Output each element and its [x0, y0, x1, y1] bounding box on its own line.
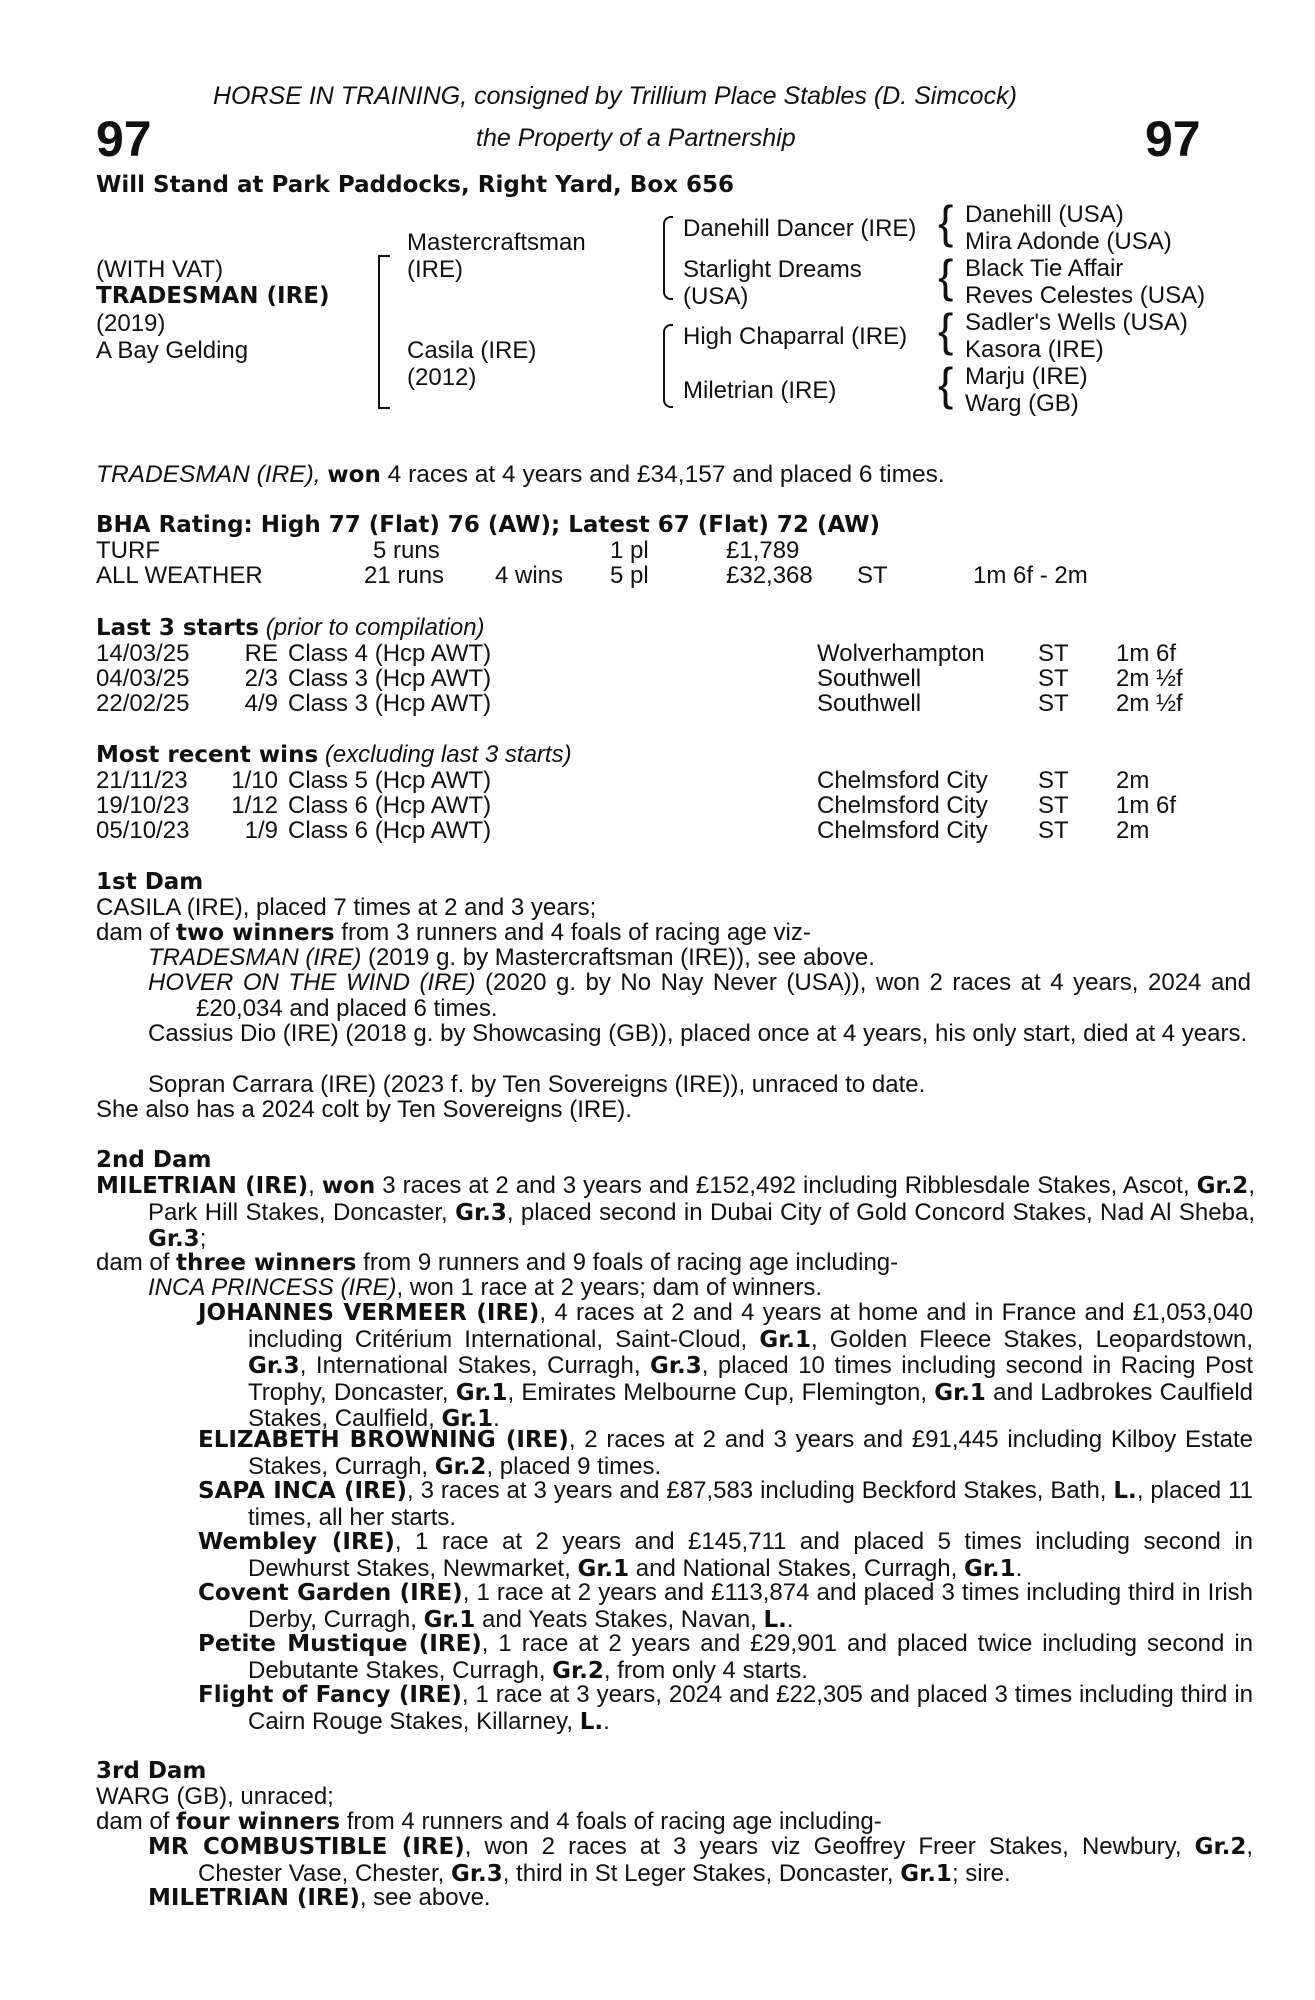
- lot-number-left: 97: [96, 111, 152, 167]
- rating-aw-runs: 21 runs: [364, 562, 445, 589]
- pm-text: , from only 4 starts.: [603, 1656, 808, 1684]
- dam1-title: 1st Dam: [96, 869, 204, 895]
- rating-aw-surface: ALL WEATHER: [96, 562, 263, 589]
- row-dist: 2m: [1116, 817, 1150, 844]
- dam3-damof-c: from 4 runners and 4 foals of racing age including-: [340, 1808, 882, 1835]
- brace-generation-1: [378, 255, 390, 409]
- dam3-damof: [96, 1809, 882, 1835]
- mc-text: , third in St Leger Stakes, Doncaster,: [502, 1859, 901, 1887]
- grade: Gr.1: [423, 1606, 476, 1633]
- dam2-jv: [198, 1300, 1253, 1433]
- header-line-2: the Property of a Partnership: [476, 124, 796, 152]
- grade: Gr.3: [148, 1226, 200, 1252]
- grade: Gr.3: [650, 1353, 702, 1379]
- row-date: 19/10/23: [96, 792, 190, 819]
- dam-line-2: (2012): [407, 364, 477, 391]
- grade: Gr.2: [552, 1657, 604, 1684]
- rating-aw-wins: 4 wins: [495, 562, 564, 589]
- row-dist: 1m 6f: [1116, 792, 1177, 819]
- row-dist: 2m ½f: [1116, 665, 1183, 692]
- dam3-line-1: WARG (GB), unraced;: [96, 1783, 334, 1810]
- dam2-text: 3 races at 2 and 3 years and £152,492 including Ribblesdale Stakes, Ascot,: [375, 1172, 1197, 1199]
- grade: Gr.2: [1196, 1173, 1249, 1199]
- ped-sss: Danehill (USA): [965, 201, 1124, 228]
- dam-sire: High Chaparral (IRE): [683, 323, 908, 350]
- ped-ssd: Mira Adonde (USA): [965, 228, 1172, 255]
- row-pos: 4/9: [244, 690, 278, 717]
- dam2-won: won: [321, 1173, 376, 1199]
- summary-won: won: [327, 462, 381, 488]
- row-course: Southwell: [817, 665, 922, 692]
- row-date: 04/03/25: [96, 665, 190, 692]
- cg-text: and Yeats Stakes, Navan,: [475, 1605, 764, 1633]
- row-race: Class 5 (Hcp AWT): [288, 767, 492, 794]
- dam1-line-2: [96, 920, 811, 946]
- dam1-progeny-4: Sopran Carrara (IRE) (2023 f. by Ten Sovereigns (IRE)), unraced to date.: [148, 1071, 926, 1098]
- grade: Gr.3: [248, 1353, 300, 1379]
- jv-text: , International Stakes, Curragh,: [299, 1352, 651, 1379]
- row-course: Chelmsford City: [817, 817, 988, 844]
- row-pos: RE: [244, 640, 278, 667]
- jv-text: .: [493, 1405, 500, 1432]
- rating-turf-pl: 1 pl: [610, 537, 649, 564]
- inca-text: , won 1 race at 2 years; dam of winners.: [396, 1274, 823, 1301]
- row-date: 05/10/23: [96, 817, 190, 844]
- eb-text: , 2 races at 2 and 3 years and £91,445 including Kilboy Estate Stakes, Curragh,: [248, 1426, 1253, 1480]
- dam3-miletrian: [148, 1885, 491, 1911]
- dam2-name: MILETRIAN (IRE): [96, 1173, 309, 1199]
- grade: Gr.1: [963, 1555, 1016, 1582]
- row-course: Wolverhampton: [817, 640, 985, 667]
- ped-sdd: Reves Celestes (USA): [965, 282, 1206, 309]
- dam2-damof: [96, 1250, 898, 1276]
- rating-turf-prize: £1,789: [726, 537, 800, 564]
- mc-text: ; sire.: [951, 1859, 1011, 1887]
- grade: Gr.1: [759, 1326, 812, 1353]
- eb-name: ELIZABETH BROWNING (IRE): [198, 1427, 569, 1453]
- row-course: Southwell: [817, 690, 922, 717]
- brace-ds: {: [938, 304, 954, 356]
- row-date: 14/03/25: [96, 640, 190, 667]
- ped-dss: Sadler's Wells (USA): [965, 309, 1188, 336]
- rating-turf-runs: 5 runs: [373, 537, 440, 564]
- jv-text: , placed 10 times including second in Racing Post Trophy, Doncaster,: [248, 1352, 1253, 1406]
- race-summary: [96, 461, 945, 489]
- recent-heading: [96, 741, 572, 769]
- dam1-winners: two winners: [176, 920, 335, 946]
- row-race: Class 4 (Hcp AWT): [288, 640, 492, 667]
- row-dist: 2m ½f: [1116, 690, 1183, 717]
- row-date: 22/02/25: [96, 690, 190, 717]
- rating-aw-pl: 5 pl: [610, 562, 649, 589]
- row-pos: 1/10: [231, 767, 278, 794]
- dam2-text: ;: [199, 1225, 207, 1252]
- listed: L.: [1113, 1478, 1137, 1504]
- progeny-name: HOVER ON THE WIND (IRE): [148, 969, 476, 996]
- dam-dam: Miletrian (IRE): [683, 377, 837, 404]
- cg-name: Covent Garden (IRE): [198, 1580, 463, 1606]
- header-line-1: HORSE IN TRAINING, consigned by Trillium Place Stables (D. Simcock): [213, 82, 1017, 110]
- horse-vat: (WITH VAT): [96, 256, 224, 283]
- sire-sire: Danehill Dancer (IRE): [683, 215, 917, 242]
- dam1-progeny-2: [148, 970, 1251, 1021]
- dam2-text: , placed second in Dubai City of Gold Concord Stakes, Nad Al Sheba,: [506, 1198, 1255, 1226]
- listed: L.: [579, 1708, 604, 1735]
- dam1-damof: dam of: [96, 919, 177, 946]
- mil-text: , see above.: [359, 1884, 491, 1911]
- dam3-title: 3rd Dam: [96, 1758, 207, 1784]
- row-course: Chelmsford City: [817, 767, 988, 794]
- stand-location: Will Stand at Park Paddocks, Right Yard, Box 656: [96, 172, 734, 198]
- dam2-eb: [198, 1427, 1253, 1480]
- progeny-text: (2019 g. by Mastercraftsman (IRE)), see above.: [361, 944, 875, 971]
- cg-text: .: [786, 1605, 794, 1633]
- dam2-winners: three winners: [176, 1250, 357, 1276]
- ff-text: .: [603, 1707, 610, 1735]
- sire-dam-line-2: (USA): [683, 283, 749, 310]
- sire-line-2: (IRE): [407, 256, 463, 283]
- last3-title: Last 3 starts: [96, 615, 260, 641]
- dam2-si: [198, 1478, 1253, 1530]
- dam2-inca: [148, 1275, 822, 1300]
- jv-text: and Ladbrokes Caulfield Stakes, Caulfield,: [248, 1378, 1253, 1432]
- dam3-winners: four winners: [176, 1809, 341, 1835]
- row-dist: 2m: [1116, 767, 1150, 794]
- rating-aw-prize: £32,368: [726, 562, 813, 589]
- grade: Gr.1: [900, 1860, 952, 1887]
- row-going: ST: [1038, 792, 1069, 819]
- jv-text: , Emirates Melbourne Cup, Flemington,: [507, 1378, 935, 1406]
- mc-text: , won 2 races at 3 years viz Geoffrey Freer Stakes, Newbury,: [464, 1833, 1195, 1860]
- grade: Gr.3: [451, 1860, 503, 1887]
- row-race: Class 6 (Hcp AWT): [288, 792, 492, 819]
- mil-name: MILETRIAN (IRE): [148, 1885, 360, 1911]
- wb-text: and National Stakes, Curragh,: [629, 1554, 964, 1582]
- horse-year: (2019): [96, 310, 166, 337]
- lot-number-right: 97: [1145, 111, 1201, 167]
- grade: Gr.1: [577, 1555, 630, 1582]
- summary-text: 4 races at 4 years and £34,157 and placed 6 times.: [387, 461, 945, 488]
- dam2-ff: [198, 1682, 1253, 1735]
- dam3-mc: [148, 1834, 1253, 1887]
- dam-line-1: Casila (IRE): [407, 337, 537, 364]
- progeny-text: (2020 g. by No Nay Never (USA)), won 2 races at 4 years, 2024 and £20,034 and placed 6 times.: [196, 969, 1251, 1022]
- brace-sire: [663, 216, 673, 300]
- row-pos: 2/3: [244, 665, 278, 692]
- dam1-line-1: CASILA (IRE), placed 7 times at 2 and 3 years;: [96, 894, 597, 921]
- row-race: Class 3 (Hcp AWT): [288, 690, 492, 717]
- dam1-progeny-3: Cassius Dio (IRE) (2018 g. by Showcasing (GB)), placed once at 4 years, his only start, died at 4 years.: [148, 1020, 1248, 1047]
- jv-text: , 4 races at 2 and 4 years at home and in France and £1,053,040 including Critérium International, Saint-Cloud,: [248, 1299, 1253, 1353]
- row-going: ST: [1038, 690, 1069, 717]
- cg-text: , 1 race at 2 years and £113,874 and placed 3 times including third in Irish Derby, Curragh,: [248, 1579, 1254, 1633]
- dam2-main: MILETRIAN (IRE), won 3 races at 2 and 3 years and £152,492 including Ribblesdale Stakes, Ascot, Gr.2, Park Hill Stakes, Doncaster, Gr.3, placed second in Dubai City of Gold Concord Stakes, Nad Al Sheba, Gr.3;: [96, 1172, 1255, 1252]
- rating-title: BHA Rating: High 77 (Flat) 76 (AW); Latest 67 (Flat) 72 (AW): [96, 512, 881, 538]
- grade: Gr.1: [441, 1406, 494, 1432]
- ped-ddd: Warg (GB): [965, 390, 1079, 417]
- grade: Gr.2: [434, 1453, 487, 1480]
- si-text: , 3 races at 3 years and £87,583 including Beckford Stakes, Bath,: [406, 1477, 1114, 1504]
- si-text: , placed 11 times, all her starts.: [248, 1477, 1254, 1531]
- dam2-pm: [198, 1631, 1253, 1684]
- row-going: ST: [1038, 665, 1069, 692]
- row-going: ST: [1038, 767, 1069, 794]
- row-pos: 1/9: [244, 817, 278, 844]
- summary-name: TRADESMAN (IRE),: [96, 461, 321, 488]
- jv-name: JOHANNES VERMEER (IRE): [198, 1300, 540, 1326]
- recent-title: Most recent wins: [96, 742, 319, 768]
- dam2-wb: [198, 1529, 1253, 1582]
- sire-dam-line-1: Starlight Dreams: [683, 256, 862, 283]
- dam1-line-3: She also has a 2024 colt by Ten Sovereigns (IRE).: [96, 1096, 632, 1123]
- last3-note: (prior to compilation): [265, 614, 485, 641]
- rating-aw-going: ST: [857, 562, 888, 589]
- wb-text: , 1 race at 2 years and £145,711 and placed 5 times including second in Dewhurst Stakes, Newmarket,: [248, 1528, 1253, 1582]
- brace-dd: {: [938, 358, 954, 410]
- mc-name: MR COMBUSTIBLE (IRE): [148, 1834, 465, 1860]
- jv-text: , Golden Fleece Stakes, Leopardstown,: [811, 1325, 1254, 1353]
- listed: L.: [763, 1606, 787, 1633]
- rating-turf-surface: TURF: [96, 537, 160, 564]
- row-race: Class 3 (Hcp AWT): [288, 665, 492, 692]
- pm-text: , 1 race at 2 years and £29,901 and placed twice including second in Debutante Stakes, Curragh,: [248, 1630, 1254, 1684]
- ped-dsd: Kasora (IRE): [965, 336, 1104, 363]
- row-going: ST: [1038, 817, 1069, 844]
- row-race: Class 6 (Hcp AWT): [288, 817, 492, 844]
- grade: Gr.1: [455, 1379, 508, 1406]
- dam2-text: , Park Hill Stakes, Doncaster,: [148, 1172, 1255, 1226]
- dam2-title: 2nd Dam: [96, 1147, 212, 1173]
- horse-name: TRADESMAN (IRE): [96, 283, 330, 309]
- dam2-cg: [198, 1580, 1253, 1633]
- progeny-name: TRADESMAN (IRE): [148, 944, 362, 971]
- brace-ss: {: [938, 196, 954, 248]
- dam3-damof-a: dam of: [96, 1808, 177, 1835]
- brace-sd: {: [938, 250, 954, 302]
- grade: Gr.3: [455, 1199, 507, 1226]
- dam1-progeny-1: [148, 945, 1203, 971]
- row-course: Chelmsford City: [817, 792, 988, 819]
- pm-name: Petite Mustique (IRE): [198, 1631, 482, 1657]
- dam2-damof-a: dam of: [96, 1249, 177, 1276]
- brace-dam: [663, 324, 673, 408]
- row-dist: 1m 6f: [1116, 640, 1177, 667]
- recent-note: (excluding last 3 starts): [324, 741, 572, 768]
- grade: Gr.1: [934, 1379, 986, 1406]
- wb-text: .: [1015, 1554, 1023, 1582]
- wb-name: Wembley (IRE): [198, 1529, 395, 1555]
- ff-text: , 1 race at 3 years, 2024 and £22,305 and placed 3 times including third in Cairn Rouge Stakes, Killarney,: [248, 1681, 1253, 1735]
- last3-heading: [96, 614, 485, 642]
- ped-dds: Marju (IRE): [965, 363, 1088, 390]
- eb-text: , placed 9 times.: [486, 1452, 662, 1480]
- si-name: SAPA INCA (IRE): [198, 1478, 407, 1504]
- dam2-damof-c: from 9 runners and 9 foals of racing age including-: [356, 1249, 899, 1276]
- ff-name: Flight of Fancy (IRE): [198, 1682, 462, 1708]
- sire-line-1: Mastercraftsman: [407, 229, 586, 256]
- mc-text: , Chester Vase, Chester,: [198, 1833, 1254, 1887]
- grade: Gr.2: [1194, 1834, 1247, 1860]
- dam1-damof-rest: from 3 runners and 4 foals of racing age viz-: [334, 919, 811, 946]
- row-date: 21/11/23: [96, 767, 188, 794]
- ped-sds: Black Tie Affair: [965, 255, 1124, 282]
- inca-name: INCA PRINCESS (IRE): [148, 1274, 397, 1301]
- row-pos: 1/12: [231, 792, 278, 819]
- rating-aw-dist: 1m 6f - 2m: [973, 562, 1088, 589]
- row-going: ST: [1038, 640, 1069, 667]
- horse-description: A Bay Gelding: [96, 337, 249, 364]
